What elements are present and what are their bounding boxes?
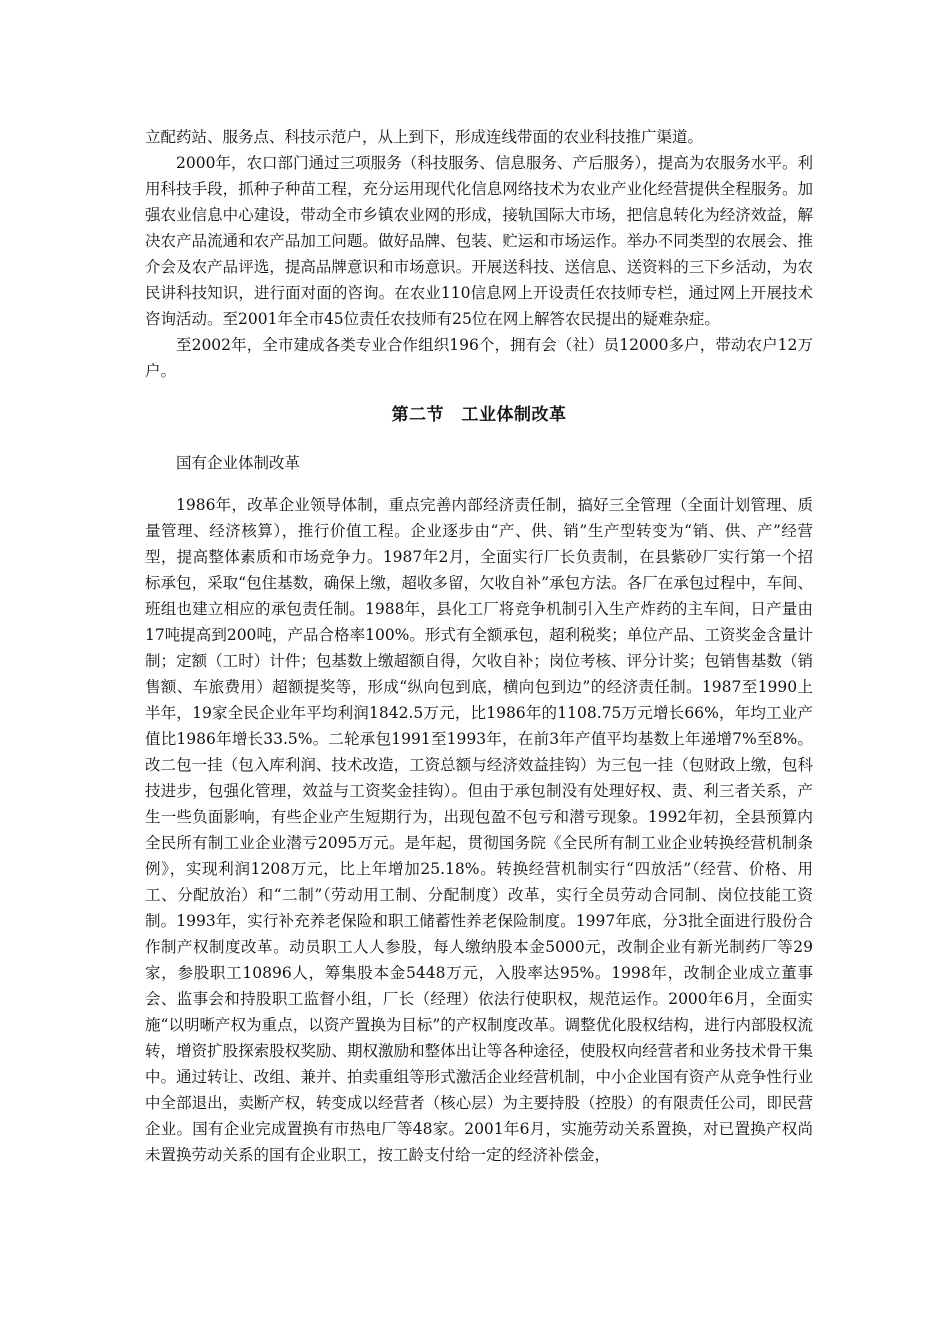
paragraph-2000-services: 2000年，农口部门通过三项服务（科技服务、信息服务、产后服务），提高为农服务水平。利用科技手段，抓种子种苗工程，充分运用现代化信息网络技术为农业产业化经营提供全程服务。加强农业信息中心建设，带动全市乡镇农业网的形成，接轨国际大市场，把信息转化为经济效益，解决农产品流通和农产品加工问题。做好品牌、包装、贮运和市场运作。举办不同类型的农展会、推介会及农产品评选，提高品牌意识和市场意识。开展送科技、送信息、送资料的三下乡活动，为农民讲科技知识，进行面对面的咨询。在农业110信息网上开设责任农技师专栏，通过网上开展技术咨询活动。至2001年全市45位责任农技师有25位在网上解答农民提出的疑难杂症。: [145, 154, 813, 328]
paragraph-continuation: 立配药站、服务点、科技示范户，从上到下，形成连线带面的农业科技推广渠道。: [145, 128, 704, 146]
paragraph-enterprise-reform: 1986年，改革企业领导体制，重点完善内部经济责任制，搞好三全管理（全面计划管理、质量管理、经济核算），推行价值工程。企业逐步由“产、供、销”生产型转变为“销、供、产”经营型，提高整体素质和市场竞争力。1987年2月，全面实行厂长负责制，在县紫砂厂实行第一个招标承包，采取“包住基数，确保上缴，超收多留，欠收自补”承包方法。各厂在承包过程中，车间、班组也建立相应的承包责任制。1988年，县化工厂将竞争机制引入生产炸药的主车间，日产量由17吨提高到200吨，产品合格率100%。形式有全额承包，超利税奖；单位产品、工资奖金含量计制；定额（工时）计件；包基数上缴超额自得，欠收自补；岗位考核、评分计奖；包销售基数（销售额、车旅费用）超额提奖等，形成“纵向包到底，横向包到边”的经济责任制。1987至1990上半年，19家全民企业年平均利润1842.5万元，比1986年的1108.75万元增长66%，年均工业产值比1986年增长33.5%。二轮承包1991至1993年，在前3年产值平均基数上年递增7%至8%。改二包一挂（包入库利润、技术改造，工资总额与经济效益挂钩）为三包一挂（包财政上缴，包科技进步，包强化管理，效益与工资奖金挂钩）。但由于承包制没有处理好权、责、利三者关系，产生一些负面影响，有些企业产生短期行为，出现包盈不包亏和潜亏现象。1992年初，全县预算内全民所有制工业企业潜亏2095万元。是年起，贯彻国务院《全民所有制工业企业转换经营机制条例》，实现利润1208万元，比上年增加25.18%。转换经营机制实行“四放活”（经营、价格、用工、分配放治）和“二制”（劳动用工制、分配制度）改革，实行全员劳动合同制、岗位技能工资制。1993年，实行补充养老保险和职工储蓄性养老保险制度。1997年底，分3批全面进行股份合作制产权制度改革。动员职工人人参股，每人缴纳股本金5000元，改制企业有新光制药厂等29家，参股职工10896人，筹集股本金5448万元，入股率达95%。1998年，改制企业成立董事会、监事会和持股职工监督小组，厂长（经理）依法行使职权，规范运作。2000年6月，全面实施“以明晰产权为重点，以资产置换为目标”的产权制度改革。调整优化股权结构，进行内部股权流转，增资扩股探索股权奖励、期权激励和整体出让等各种途径，使股权向经营者和业务技术骨干集中。通过转让、改组、兼并、拍卖重组等形式激活企业经营机制，中小企业国有资产从竞争性行业中全部退出，卖断产权，转变成以经营者（核心层）为主要持股（控股）的有限责任公司，即民营企业。国有企业完成置换有市热电厂等48家。2001年6月，实施劳动关系置换，对已置换产权尚未置换劳动关系的国有企业职工，按工龄支付给一定的经济补偿金，: [145, 496, 813, 1164]
paragraph-2002-cooperatives: 至2002年，全市建成各类专业合作组织196个，拥有会（社）员12000多户，带动农户12万户。: [145, 336, 813, 380]
document-page: [145, 124, 813, 1168]
section-title: 第二节 工业体制改革: [391, 405, 567, 425]
subheading: 国有企业体制改革: [176, 454, 301, 472]
